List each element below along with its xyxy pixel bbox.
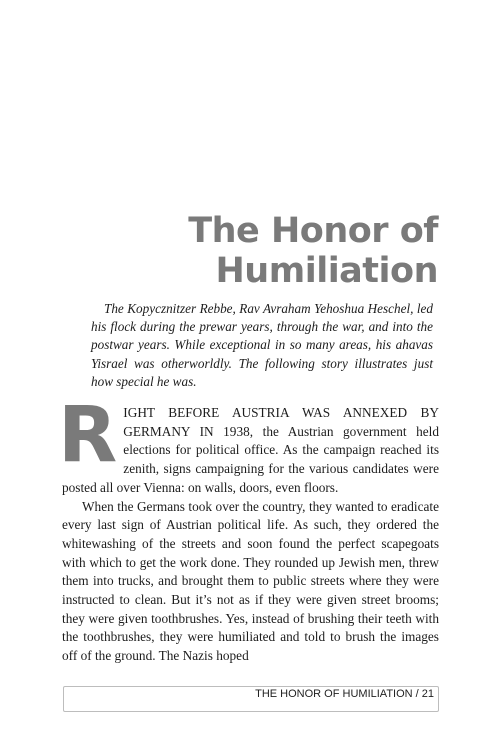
- chapter-title: [188, 211, 438, 291]
- running-head-page-number: THE HONOR OF HUMILIATION / 21: [255, 688, 434, 700]
- chapter-intro: The Kopycznitzer Rebbe, Rav Avraham Yehoshua Heschel, led his flock during the prewar years, through the war, and into the postwar years. While exceptional in so many areas, his ahavas Yisrael was otherworldly. The following story illustrates just how special he was.: [91, 301, 433, 389]
- body-paragraph-1-text: 1938, the Austrian government held elections for political office. As the campaign reached its zenith, signs campaigning for the various candidates were posted all over Vienna: on walls, doors, even floors.: [62, 423, 439, 495]
- chapter-title-line-1: The Honor of: [188, 211, 438, 252]
- chapter-title-line-2: Humiliation: [215, 251, 438, 292]
- body-paragraph-1: [58, 391, 439, 498]
- drop-cap: R: [58, 391, 118, 480]
- body-paragraph-2: When the Germans took over the country, they wanted to eradicate every last sign of Austrian political life. As such, they ordered the whitewashing of the streets and soon found the perfect scapegoats with which to get the work done. They rounded up Jewish men, threw them into trucks, and brought them to public streets where they were instructed to clean. But it’s not as if they were given street brooms; they were given toothbrushes. Yes, instead of brushing their teeth with the toothbrushes, they were humiliated and told to brush the images off of the ground. The Nazis hoped: [62, 498, 439, 664]
- chapter-body: [58, 391, 439, 666]
- page-footer: [63, 686, 439, 712]
- lead-in-caps: IGHT BEFORE AUSTRIA WAS ANNEXED BY GERMANY IN: [123, 405, 439, 439]
